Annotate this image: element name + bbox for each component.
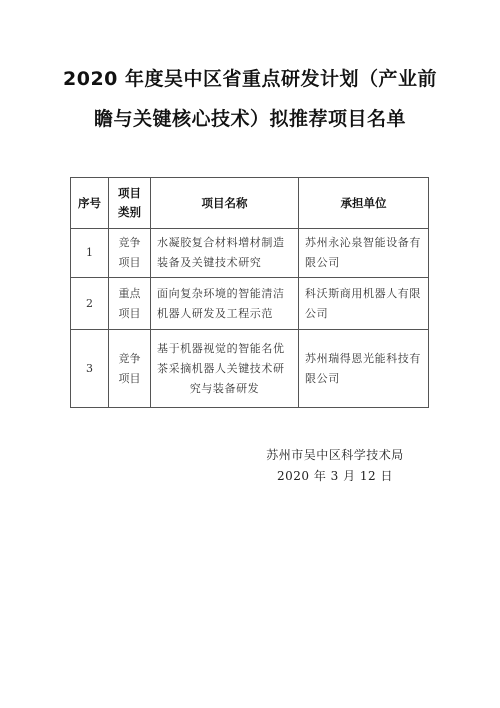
cell-category <box>109 229 151 278</box>
table-header-row <box>71 178 429 229</box>
cell-organization-line-2: 限公司 <box>305 371 340 385</box>
cell-organization-line-1: 苏州永沁泉智能设备有 <box>305 236 421 249</box>
cell-organization <box>299 330 429 408</box>
header-category-line-2: 类别 <box>118 205 141 219</box>
cell-category-line-2: 项目 <box>118 306 141 320</box>
cell-project-name-line-1: 面向复杂环境的智能清洁 <box>157 286 285 300</box>
cell-organization <box>299 229 429 278</box>
cell-category-line-1: 竞争 <box>118 236 141 249</box>
table-row <box>71 330 429 408</box>
cell-project-name-line-2: 茶采摘机器人关键技术研 <box>157 361 285 375</box>
header-organization: 承担单位 <box>299 178 429 229</box>
issuing-agency: 苏州市吴中区科学技术局 <box>266 448 404 462</box>
cell-project-name-line-2: 机器人研发及工程示范 <box>157 306 273 320</box>
cell-organization-line-1: 科沃斯商用机器人有限 <box>305 286 421 300</box>
header-category-line-1: 项目 <box>118 186 141 200</box>
cell-project-name <box>151 330 299 408</box>
issue-date: 2020 年 3 月 12 日 <box>276 469 394 483</box>
cell-category <box>109 278 151 330</box>
cell-index: 3 <box>71 330 109 408</box>
cell-category-line-1: 竞争 <box>118 351 141 365</box>
cell-project-name-line-1: 基于机器视觉的智能名优 <box>157 341 285 355</box>
cell-index: 1 <box>71 229 109 278</box>
document-title-line-1: 2020 年度吴中区省重点研发计划（产业前 <box>63 68 437 90</box>
header-project-name: 项目名称 <box>151 178 299 229</box>
cell-index: 2 <box>71 278 109 330</box>
cell-project-name-line-3: 究与装备研发 <box>189 381 260 395</box>
cell-organization-line-1: 苏州瑞得恩光能科技有 <box>305 351 421 365</box>
header-category <box>109 178 151 229</box>
table-row <box>71 278 429 330</box>
document-title-line-2: 瞻与关键核心技术）拟推荐项目名单 <box>93 108 406 130</box>
cell-project-name-line-2: 装备及关键技术研究 <box>157 256 262 269</box>
cell-project-name-line-1: 水凝胶复合材料增材制造 <box>157 236 285 249</box>
cell-organization <box>299 278 429 330</box>
project-table <box>70 177 429 408</box>
cell-organization-line-2: 限公司 <box>305 256 340 269</box>
cell-category-line-2: 项目 <box>118 256 141 269</box>
cell-category-line-1: 重点 <box>118 286 141 300</box>
cell-category-line-2: 项目 <box>118 371 141 385</box>
cell-category <box>109 330 151 408</box>
cell-organization-line-2: 公司 <box>305 306 329 320</box>
cell-project-name <box>151 229 299 278</box>
table-row <box>71 229 429 278</box>
header-index: 序号 <box>71 178 109 229</box>
cell-project-name <box>151 278 299 330</box>
